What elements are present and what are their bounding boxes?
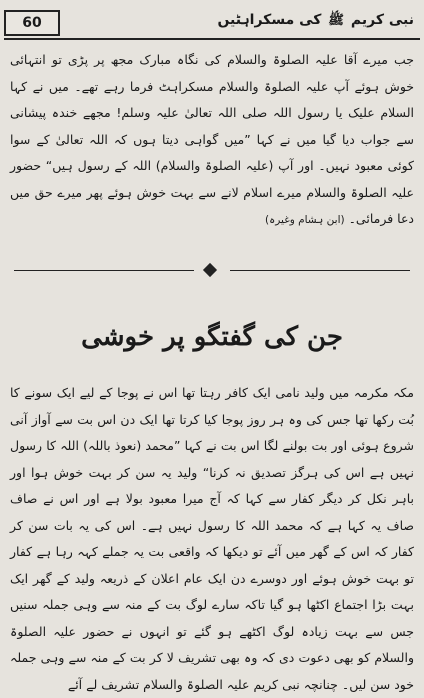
paragraph-2 <box>10 380 414 698</box>
running-title-start: نبی کریم <box>350 12 414 28</box>
honorific-icon: ﷺ <box>328 13 345 28</box>
page-header <box>4 6 420 36</box>
ornament-line-left <box>14 270 194 271</box>
running-title-end: کی مسکراہٹیں <box>217 12 322 28</box>
running-title <box>217 12 414 31</box>
paragraph-1-reference: (ابن ہشام وغیرہ) <box>265 214 345 226</box>
header-divider <box>4 38 420 40</box>
diamond-ornament-icon <box>203 263 217 277</box>
section-ornament <box>8 264 416 278</box>
section-heading: جن کی گفتگو پر خوشی <box>81 322 343 352</box>
ornament-line-right <box>230 270 410 271</box>
page-number-text: 60 <box>22 15 42 31</box>
paragraph-1 <box>10 47 414 234</box>
page-number <box>4 10 60 36</box>
paragraph-2-text: مکہ مکرمہ میں ولید نامی ایک کافر رہتا تھا اس نے پوجا کے لیے ایک سونے کا بُت رکھا تھا جس کی وہ ہر روز پوجا کیا کرتا تھا ایک دن اس بت سے آواز آنی شروع ہوئی اور بت بولنے لگا اس بت نے کہا ”محمد (نعوذ باللہ) اللہ کا رسول نہیں ہے اس کی ہرگز تصدیق نہ کرنا“ ولید یہ سن کر بہت خوش ہوا اور باہر نکل کر دیگر کفار سے کہا کہ آج میرا معبود بولا ہے اور اس نے صاف صاف یہ کہا ہے کہ محمد اللہ کا رسول نہیں ہے۔ اس کی یہ بات سن کر کفار کہ اس کے گھر میں آئے تو دیکھا کہ واقعی بت یہ جملے کہہ رہا ہے کفار تو بہت خوش ہوئے اور دوسرے دن ایک عام اعلان کے ذریعہ ولید کے گھر ایک بہت بڑا اجتماع اکٹھا ہو گیا تاکہ سارے لوگ بت کے منہ سے وہی جملہ سنیں جس سے بہت زیادہ لوگ اکٹھے ہو گئے تو انہوں نے حضور علیہ الصلوۃ والسلام کو بھی دعوت دی کہ وہ بھی تشریف لا کر بت کے منہ سے وہی جملہ خود سن لیں۔ چنانچہ نبی کریم علیہ الصلوۃ والسلام تشریف لے آئے <box>10 385 414 692</box>
paragraph-1-text: جب میرے آقا علیہ الصلوۃ والسلام کی نگاہ مبارک مجھ پر پڑی تو انتہائی خوش ہوئے آپ علیہ الصلوۃ والسلام مسکراہٹ فرما رہے تھے۔ میں نے کہا السلام علیک یا رسول اللہ صلی اللہ تعالیٰ علیہ وسلم! مجھے خندہ پیشانی سے جواب دیا گیا میں نے کہا ”میں گواہی دیتا ہوں کہ اللہ تعالیٰ کے سوا کوئی معبود نہیں۔ اور آپ (علیہ الصلوۃ والسلام) اللہ کے رسول ہیں“ حضور علیہ الصلوۃ والسلام میرے اسلام لانے سے بہت خوش ہوئے پھر میرے حق میں دعا فرمائی۔ <box>10 52 414 226</box>
